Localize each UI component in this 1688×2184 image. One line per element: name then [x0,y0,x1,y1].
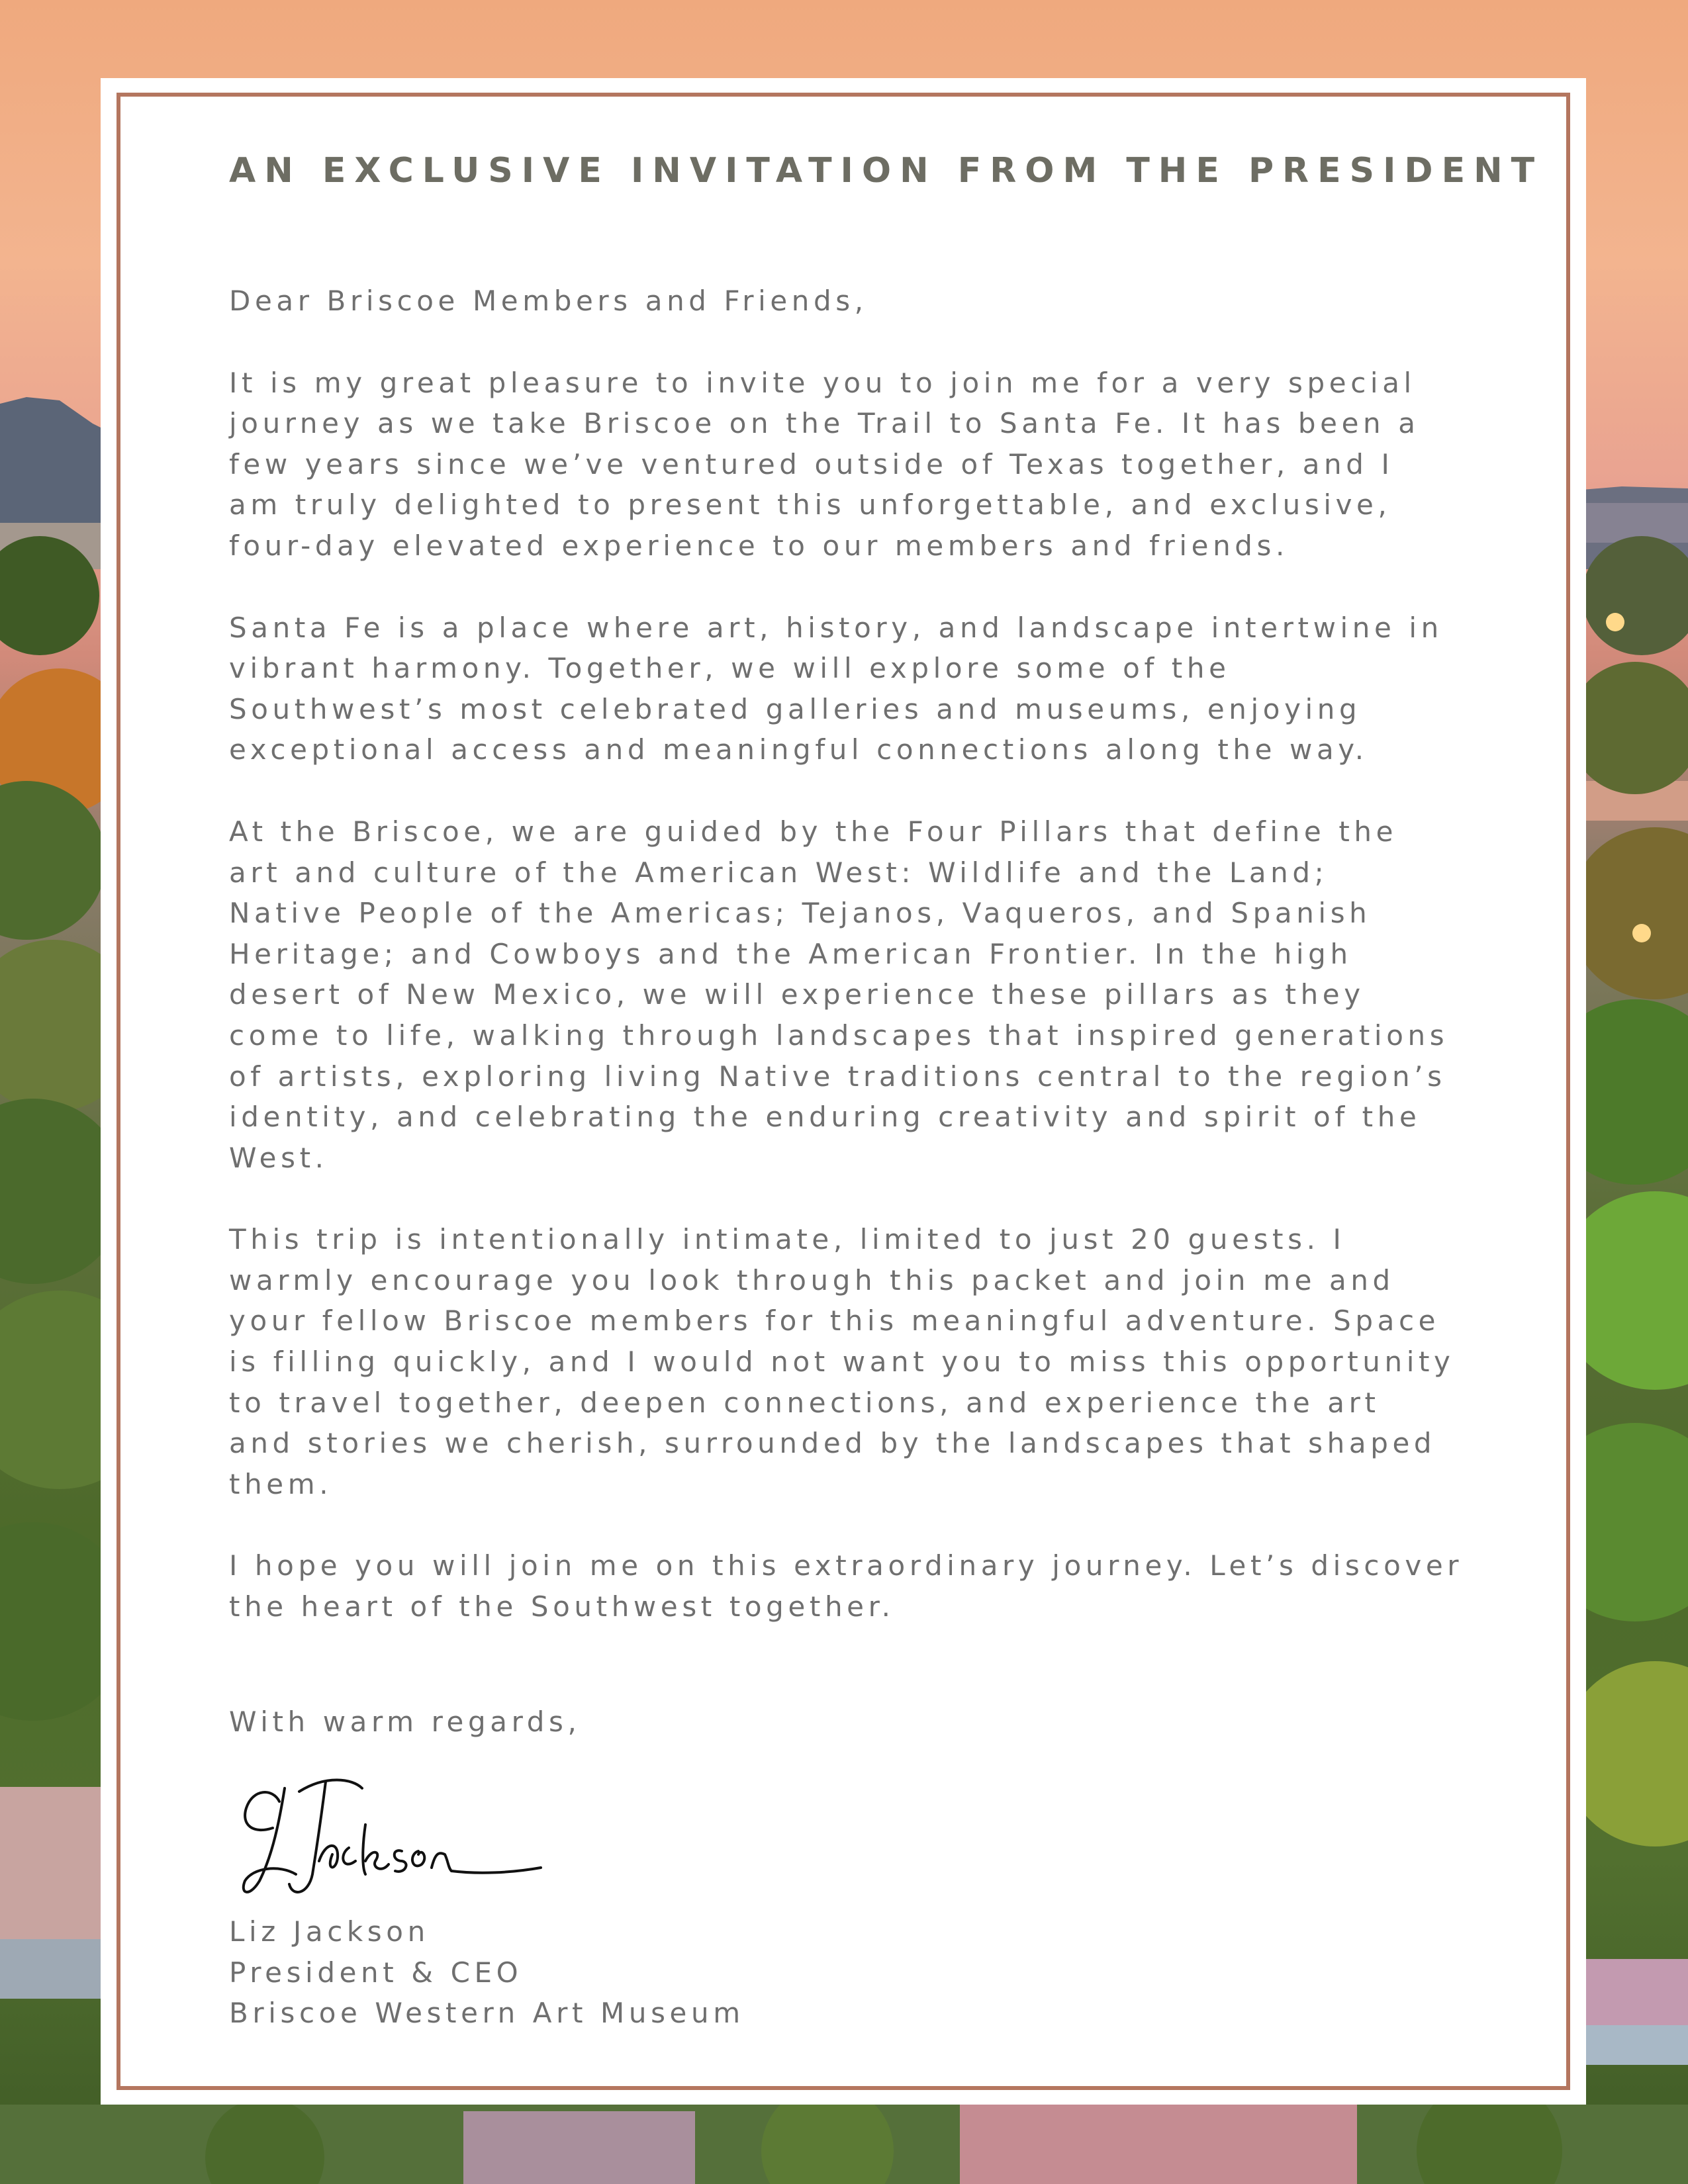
closing: With warm regards, [229,1705,581,1738]
signer-block [229,1911,745,2034]
letter-body [229,281,1474,1742]
salutation: Dear Briscoe Members and Friends, [229,285,868,317]
page-title: AN EXCLUSIVE INVITATION FROM THE PRESIDENT [229,151,1544,191]
paragraph-4: This trip is intentionally intimate, limited to just 20 guests. I warmly encourage you look through this packet and join me and your fellow Briscoe members for this meaningful adventure. Space is filling quickly, and I would not want you to miss this opportunity to travel together, deepen connections, and experience the art and stories we cherish, surrounded by the landscapes that shaped them. [229,1223,1455,1500]
paragraph-3: At the Briscoe, we are guided by the Four Pillars that define the art and culture of the American West: Wildlife and the Land; Native People of the Americas; Tejanos, Vaqueros, and Spanish Heritage; and Cowboys and the American Frontier. In the high desert of New Mexico, we will experience these pillars as they come to life, walking through landscapes that inspired generations of artists, exploring living Native traditions central to the region’s identity, and celebrating the enduring creativity and spirit of the West. [229,815,1449,1174]
signature-image [233,1762,544,1907]
paragraph-2: Santa Fe is a place where art, history, and landscape intertwine in vibrant harmony. Together, we will explore some of the Southwest’s most celebrated galleries and museums, enjoying exceptional access and meaningful connections along the way. [229,611,1443,766]
signer-organization: Briscoe Western Art Museum [229,1997,745,2030]
letter-content [229,146,1544,1742]
signer-name: Liz Jackson [229,1915,430,1948]
paragraph-1: It is my great pleasure to invite you to join me for a very special journey as we take Briscoe on the Trail to Santa Fe. It has been a few years since we’ve ventured outside of Texas together, and I am truly delighted to present this unforgettable, and exclusive, four-day elevated experience to our members and friends. [229,366,1420,562]
paragraph-5: I hope you will join me on this extraordinary journey. Let’s discover the heart of the Southwest together. [229,1549,1464,1623]
signer-title: President & CEO [229,1956,523,1989]
